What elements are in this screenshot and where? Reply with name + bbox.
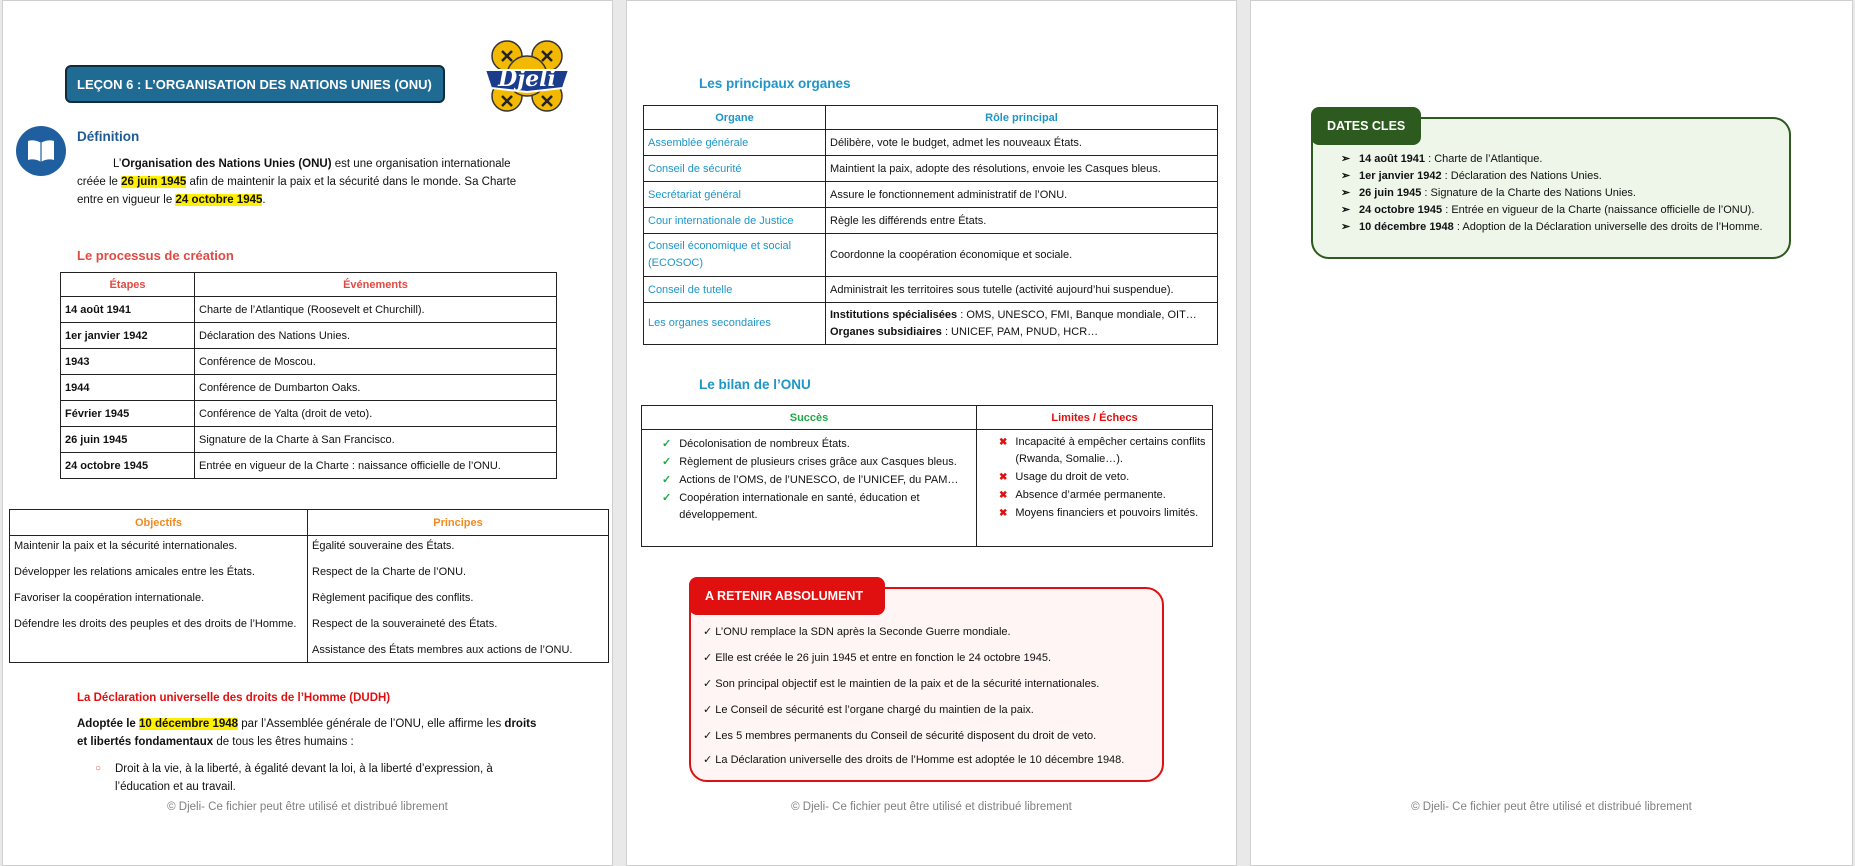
check-icon: ✓ [703,678,713,690]
list-item: Égalité souveraine des États. [312,540,455,552]
limites-list [977,430,1213,547]
col-etapes: Étapes [61,273,195,297]
list-item: Respect de la Charte de l’ONU. [312,566,467,578]
col-organe: Organe [644,106,826,130]
list-item: Favoriser la coopération internationale. [14,592,205,604]
table-row: Cour internationale de Justice Règle les différends entre États. [644,208,1218,234]
succes-list [642,430,977,547]
list-item: Développer les relations amicales entre les États. [14,566,255,578]
check-icon: ✓ [662,492,672,504]
list-item: ➢ 10 décembre 1948 : Adoption de la Déclaration universelle des droits de l’Homme. [1341,219,1779,236]
list-item: ➢ 26 juin 1945 : Signature de la Charte des Nations Unies. [1341,185,1779,202]
col-evenements: Événements [195,273,557,297]
list-item: Défendre les droits des peuples et des droits de l’Homme. [14,618,297,630]
table-row: Les organes secondaires Institutions spécialisées : OMS, UNESCO, FMI, Banque mondiale, OIT… Organes subsidiaires : UNICEF, PAM, PNUD, HCR… [644,303,1218,345]
highlight-date-2: 24 octobre 1945 [175,194,263,206]
dates-title: DATES CLES [1311,107,1421,145]
bilan-table [641,405,1213,547]
list-item: Règlement pacifique des conflits. [312,592,474,604]
table-row: Conseil économique et social (ECOSOC) Coordonne la coopération économique et sociale. [644,234,1218,277]
check-icon: ✓ [703,652,713,664]
objectifs-principes-table [9,509,609,663]
definition-text: L’Organisation des Nations Unies (ONU) est une organisation internationale créée le 26 juin 1945 afin de maintenir la paix et la sécurité dans le monde. Sa Charte entre en vigueur le 24 octobre 1945. [77,158,517,206]
table-row: 26 juin 1945 Signature de la Charte à San Francisco. [61,427,557,453]
table-row: Assemblée générale Délibère, vote le budget, admet les nouveaux États. [644,130,1218,156]
list-item: ✖ Absence d’armée permanente. [999,487,1208,504]
cross-icon: ✖ [999,472,1008,483]
list-item: ➢ 1er janvier 1942 : Déclaration des Nations Unies. [1341,168,1779,185]
principes-list [308,536,609,663]
list-item: ✓ L’ONU remplace la SDN après la Seconde Guerre mondiale. [703,626,1011,638]
list-item: Maintenir la paix et la sécurité internationales. [14,540,238,552]
cross-icon: ✖ [999,437,1008,448]
list-item: ✖ Incapacité à empêcher certains conflits (Rwanda, Somalie…). [999,434,1208,468]
processus-heading: Le processus de création [77,248,234,263]
check-icon: ✓ [703,754,713,766]
list-item: Assistance des États membres aux actions de l’ONU. [312,644,573,656]
table-row: Février 1945 Conférence de Yalta (droit de veto). [61,401,557,427]
list-item: ✓ La Déclaration universelle des droits de l’Homme est adoptée le 10 décembre 1948. [703,754,1125,766]
list-item: ✓ Son principal objectif est le maintien de la paix et de la sécurité internationales. [703,678,1100,690]
col-objectifs: Objectifs [10,510,308,536]
check-icon: ✓ [703,704,713,716]
list-item: ✓ Les 5 membres permanents du Conseil de sécurité disposent du droit de veto. [703,730,1097,742]
lesson-title: LEÇON 6 : L’ORGANISATION DES NATIONS UNIES (ONU) [65,65,445,103]
processus-table [60,272,557,479]
djeli-logo [477,36,577,118]
check-icon: ✓ [703,626,713,638]
organes-heading: Les principaux organes [699,76,851,91]
table-row: 1943 Conférence de Moscou. [61,349,557,375]
table-row: 14 août 1941 Charte de l’Atlantique (Roosevelt et Churchill). [61,297,557,323]
retenir-box [689,587,1164,782]
list-item: ✓ Actions de l’OMS, de l’UNESCO, de l’UNICEF, du PAM… [662,472,972,489]
footer: © Djeli- Ce fichier peut être utilisé et distribué librement [167,801,448,813]
table-row: Conseil de sécurité Maintient la paix, adopte des résolutions, envoie les Casques bleus. [644,156,1218,182]
list-item: ✖ Moyens financiers et pouvoirs limités. [999,505,1208,522]
table-row: 24 octobre 1945 Entrée en vigueur de la Charte : naissance officielle de l’ONU. [61,453,557,479]
dudh-text: Adoptée le 10 décembre 1948 par l’Assemblée générale de l’ONU, elle affirme les droits et libertés fondamentaux de tous les êtres humains : [77,718,537,748]
check-icon: ✓ [703,730,713,742]
bilan-heading: Le bilan de l’ONU [699,377,811,392]
table-row: 1er janvier 1942 Déclaration des Nations Unies. [61,323,557,349]
col-limites: Limites / Échecs [977,406,1213,430]
list-item: ➢ 24 octobre 1945 : Entrée en vigueur de la Charte (naissance officielle de l’ONU). [1341,202,1779,219]
list-item: ✓ Règlement de plusieurs crises grâce aux Casques bleus. [662,454,972,471]
check-icon: ✓ [662,438,672,450]
definition-heading: Définition [77,129,140,144]
table-row: Secrétariat général Assure le fonctionnement administratif de l’ONU. [644,182,1218,208]
org-name: Organisation des Nations Unies (ONU) [121,158,332,170]
highlight-date-1: 26 juin 1945 [121,176,187,188]
cross-icon: ✖ [999,490,1008,501]
arrow-bullet-icon: ➢ [1341,170,1351,182]
table-row: 1944 Conférence de Dumbarton Oaks. [61,375,557,401]
dates-list [1341,151,1779,236]
cross-icon: ✖ [999,508,1008,519]
page-3 [1250,0,1853,866]
arrow-bullet-icon: ➢ [1341,221,1351,233]
circle-bullet-icon: ○ [95,763,102,774]
dates-box [1311,117,1791,259]
check-icon: ✓ [662,474,672,486]
highlight-date-dudh: 10 décembre 1948 [138,718,239,730]
organes-table [643,105,1218,345]
list-item: ✓ Coopération internationale en santé, éducation et développement. [662,490,972,524]
footer: © Djeli- Ce fichier peut être utilisé et distribué librement [1411,801,1692,813]
dudh-heading: La Déclaration universelle des droits de l’Homme (DUDH) [77,692,391,704]
logo-text: Djeli [498,66,556,92]
col-succes: Succès [642,406,977,430]
objectifs-list [10,536,308,663]
page-1 [2,0,613,866]
arrow-bullet-icon: ➢ [1341,187,1351,199]
page-2 [626,0,1237,866]
dudh-bullet: ○ Droit à la vie, à la liberté, à égalité devant la loi, à la liberté d’expression, à l’éducation et au travail. [95,760,535,796]
table-row: Conseil de tutelle Administrait les territoires sous tutelle (activité aujourd’hui suspendue). [644,277,1218,303]
list-item: ✓ Le Conseil de sécurité est l’organe chargé du maintien de la paix. [703,704,1034,716]
arrow-bullet-icon: ➢ [1341,204,1351,216]
list-item: ✓ Décolonisation de nombreux États. [662,436,972,453]
list-item: ➢ 14 août 1941 : Charte de l’Atlantique. [1341,151,1779,168]
col-role: Rôle principal [826,106,1218,130]
arrow-bullet-icon: ➢ [1341,153,1351,165]
retenir-title: A RETENIR ABSOLUMENT [689,577,885,615]
list-item: ✓ Elle est créée le 26 juin 1945 et entre en fonction le 24 octobre 1945. [703,652,1052,664]
list-item: ✖ Usage du droit de veto. [999,469,1208,486]
list-item: Respect de la souveraineté des États. [312,618,498,630]
open-book-icon [16,126,66,176]
footer: © Djeli- Ce fichier peut être utilisé et distribué librement [791,801,1072,813]
check-icon: ✓ [662,456,672,468]
col-principes: Principes [308,510,609,536]
